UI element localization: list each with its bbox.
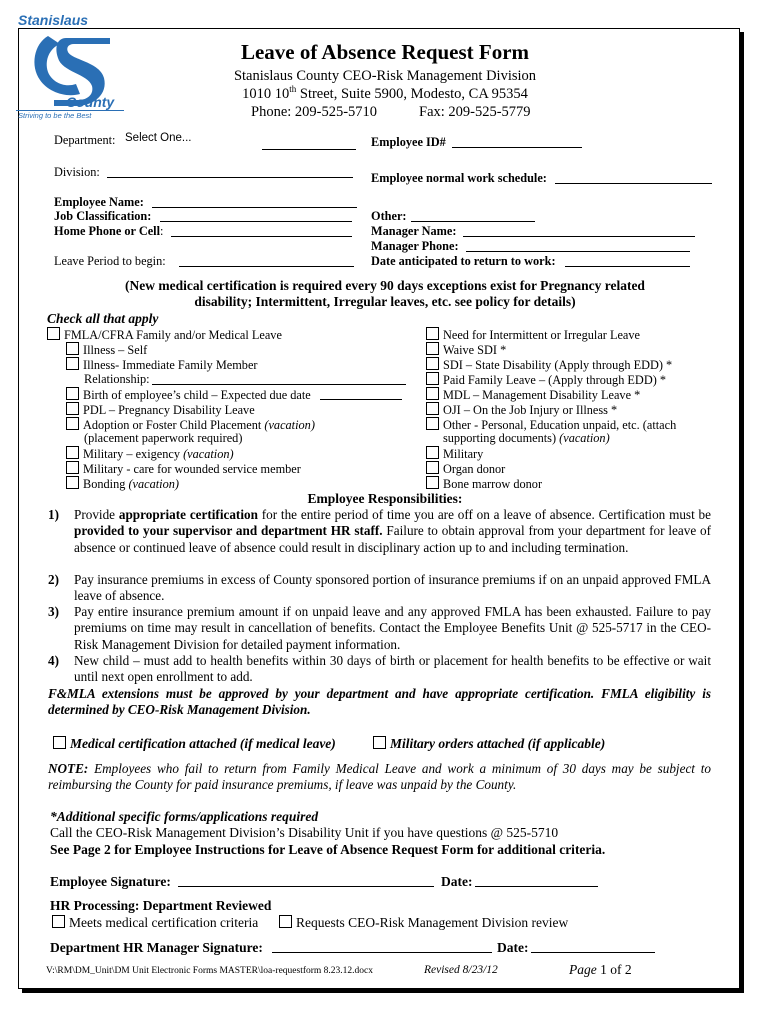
hr-date-label: Date:	[497, 940, 529, 955]
military-orders-label: Military orders attached (if applicable)	[390, 736, 606, 751]
note-paragraph	[48, 761, 711, 794]
responsibilities-heading: Employee Responsibilities:	[307, 491, 463, 506]
checkbox[interactable]	[426, 402, 439, 415]
checkbox[interactable]	[279, 915, 292, 928]
waive-sdi-label: Waive SDI *	[443, 343, 507, 357]
other-option-line2-text: supporting documents)	[443, 431, 557, 445]
hr-manager-signature-field[interactable]	[272, 941, 492, 953]
file-path: V:\RM\DM_Unit\DM Unit Electronic Forms MASTER\loa-requestform 8.23.12.docx	[46, 966, 374, 976]
illness-self-label: Illness – Self	[83, 343, 148, 357]
mdl-option[interactable]	[426, 387, 640, 403]
military-option[interactable]	[426, 446, 483, 462]
intermittent-option[interactable]	[426, 327, 640, 343]
intermittent-label: Need for Intermittent or Irregular Leave	[443, 328, 640, 342]
responsibility-num: 1)	[48, 507, 59, 522]
logo-tagline: Striving to be the Best	[18, 111, 92, 120]
employee-id-label: Employee ID#	[371, 135, 446, 149]
pdl-option[interactable]	[66, 402, 255, 418]
sdi-option[interactable]	[426, 357, 672, 373]
military-care-option[interactable]	[66, 461, 301, 477]
bonding-note: (vacation)	[128, 477, 179, 491]
hr-date-field[interactable]	[531, 941, 655, 953]
page-num: 1 of 2	[600, 962, 632, 977]
see-page-2: See Page 2 for Employee Instructions for Leave of Absence Request Form for additional criteria.	[50, 842, 606, 857]
employee-id-field[interactable]	[452, 136, 582, 148]
return-date-label: Date anticipated to return to work:	[371, 254, 556, 268]
home-phone-colon: :	[160, 224, 164, 238]
checkbox[interactable]	[66, 417, 79, 430]
additional-forms-heading: *Additional specific forms/applications required	[50, 809, 319, 824]
note-label: NOTE:	[48, 761, 89, 776]
department-select[interactable]: Select One...	[125, 132, 192, 144]
meets-criteria-option[interactable]	[52, 915, 258, 931]
phone: Phone: 209-525-5710	[251, 104, 378, 120]
logo-text-county: County	[66, 94, 115, 110]
bonding-label: Bonding	[83, 477, 126, 491]
checkbox[interactable]	[426, 372, 439, 385]
medical-cert-option[interactable]	[53, 736, 336, 752]
address	[0, 86, 770, 103]
military-exigency-option[interactable]	[66, 446, 234, 462]
birth-label: Birth of employee’s child – Expected due date	[83, 388, 311, 402]
military-orders-option[interactable]	[373, 736, 605, 752]
checkbox[interactable]	[66, 446, 79, 459]
responsibility-1	[48, 507, 711, 556]
checkbox[interactable]	[47, 327, 60, 340]
fax: Fax: 209-525-5779	[419, 104, 531, 120]
military-label: Military	[443, 447, 484, 461]
checkbox[interactable]	[426, 476, 439, 489]
bonding-option[interactable]	[66, 476, 179, 492]
check-all-heading: Check all that apply	[47, 311, 159, 326]
military-exigency-note: (vacation)	[183, 447, 234, 461]
responsibility-text: Provide	[74, 507, 119, 522]
employee-name-label: Employee Name:	[54, 195, 144, 209]
manager-phone-field[interactable]	[466, 240, 690, 252]
checkbox[interactable]	[426, 357, 439, 370]
address-post: Street, Suite 5900, Modesto, CA 95354	[296, 86, 528, 102]
military-exigency-label: Military – exigency	[83, 447, 180, 461]
division-field[interactable]	[107, 166, 353, 178]
responsibility-text: Pay entire insurance premium amount if on unpaid leave and any approved FMLA has been exhausted. Failure to pay premiums on time may result in cancellation of benefits. Contact the Employee Benefits Unit @ 525-5717 in the CEO-Risk Management Division for detailed payment information.	[74, 604, 711, 652]
pdl-label: PDL – Pregnancy Disability Leave	[83, 403, 255, 417]
adoption-note: (vacation)	[264, 418, 315, 432]
other-option-note: (vacation)	[559, 431, 610, 445]
certification-notice-line2: disability; Intermittent, Irregular leaves, etc. see policy for details)	[194, 294, 576, 309]
checkbox[interactable]	[52, 915, 65, 928]
requests-review-option[interactable]	[279, 915, 568, 931]
responsibility-2	[48, 572, 711, 605]
form-title: Leave of Absence Request Form	[240, 40, 530, 64]
schedule-field[interactable]	[555, 172, 712, 184]
requests-review-label: Requests CEO-Risk Management Division review	[296, 915, 569, 930]
leave-begin-field[interactable]	[179, 255, 354, 267]
responsibility-text: Pay insurance premiums in excess of County sponsored portion of insurance premiums if on an unpaid approved FMLA leave of absence.	[74, 572, 711, 604]
home-phone-text: Home Phone or Cell	[54, 224, 160, 238]
responsibility-text: New child – must add to health benefits within 30 days of birth or placement for health benefits to be effective or wait until next open enrollment to add.	[74, 653, 711, 685]
illness-family-option[interactable]	[66, 357, 258, 373]
certification-notice-line1: (New medical certification is required every 90 days exceptions exist for Pregnancy related	[125, 278, 645, 293]
checkbox[interactable]	[426, 342, 439, 355]
employee-signature-label: Employee Signature:	[50, 874, 171, 889]
leave-begin-label	[54, 254, 166, 269]
checkbox[interactable]	[66, 387, 79, 400]
checkbox[interactable]	[66, 402, 79, 415]
department-line	[262, 138, 356, 150]
employee-signature-field[interactable]	[178, 875, 434, 887]
sdi-label: SDI – State Disability (Apply through EDD) *	[443, 358, 673, 372]
hr-manager-signature-label: Department HR Manager Signature:	[50, 940, 263, 955]
department-label: Department:	[54, 133, 116, 147]
military-care-label: Military - care for wounded service member	[83, 462, 301, 476]
other-label: Other:	[371, 209, 407, 223]
medical-cert-label: Medical certification attached (if medical leave)	[70, 736, 336, 751]
manager-name-label: Manager Name:	[371, 224, 457, 238]
other-option-line2	[443, 431, 610, 446]
responsibility-bold: provided to your supervisor and department HR staff.	[74, 523, 383, 539]
return-date-field[interactable]	[565, 255, 690, 267]
leave-begin-text: Leave Period to begin	[54, 254, 163, 268]
disability-unit-contact: Call the CEO-Risk Management Division’s Disability Unit if you have questions @ 525-5710	[50, 825, 559, 840]
responsibility-text: for the entire period of time you are off on a leave of absence. Certification must be	[257, 507, 711, 522]
employee-name-field[interactable]	[152, 196, 357, 208]
employee-date-field[interactable]	[475, 875, 598, 887]
waive-sdi-option[interactable]	[426, 342, 506, 358]
responsibility-4	[48, 653, 711, 686]
meets-criteria-label: Meets medical certification criteria	[69, 915, 259, 930]
job-class-label: Job Classification:	[54, 209, 152, 223]
checkbox[interactable]	[66, 461, 79, 474]
checkbox[interactable]	[426, 461, 439, 474]
other-field[interactable]	[411, 210, 535, 222]
employee-date-label: Date:	[441, 874, 473, 889]
checkbox[interactable]	[66, 342, 79, 355]
responsibility-num: 4)	[48, 653, 59, 668]
fmla-option[interactable]	[47, 327, 282, 343]
due-date-field[interactable]	[320, 388, 402, 400]
checkbox[interactable]	[66, 476, 79, 489]
checkbox[interactable]	[426, 417, 439, 430]
organ-donor-label: Organ donor	[443, 462, 506, 476]
address-sup: th	[289, 84, 297, 95]
checkbox[interactable]	[53, 736, 66, 749]
page-label: Page	[569, 962, 597, 977]
responsibility-3	[48, 604, 711, 653]
checkbox[interactable]	[66, 357, 79, 370]
marrow-donor-label: Bone marrow donor	[443, 477, 543, 491]
mdl-label: MDL – Management Disability Leave *	[443, 388, 641, 402]
logo-text-stanislaus: Stanislaus	[18, 12, 89, 28]
home-phone-field[interactable]	[171, 225, 352, 237]
organ-donor-option[interactable]	[426, 461, 505, 477]
pfl-label: Paid Family Leave – (Apply through EDD) *	[443, 373, 667, 387]
checkbox[interactable]	[373, 736, 386, 749]
note-text: Employees who fail to return from Family Medical Leave and work a minimum of 30 days may be subject to reimbursing the County for paid insurance premiums, if leave was unpaid by the County.	[48, 761, 711, 793]
revised-date: Revised 8/23/12	[424, 964, 498, 976]
fmla-extension-note: F&MLA extensions must be approved by your department and have appropriate certification. FMLA eligibility is determined by CEO-Risk Management Division.	[48, 686, 711, 718]
checkbox[interactable]	[426, 446, 439, 459]
page-number	[569, 962, 632, 978]
manager-name-field[interactable]	[463, 225, 695, 237]
responsibility-num: 3)	[48, 604, 59, 619]
pfl-option[interactable]	[426, 372, 666, 388]
responsibility-num: 2)	[48, 572, 59, 587]
relationship-label: Relationship:	[84, 372, 150, 386]
fmla-label: FMLA/CFRA Family and/or Medical Leave	[64, 328, 282, 342]
hr-processing-heading: HR Processing: Department Reviewed	[50, 898, 272, 913]
division-name: Stanislaus County CEO-Risk Management Division	[233, 68, 537, 84]
placement-note: (placement paperwork required)	[84, 431, 243, 445]
job-class-field[interactable]	[160, 210, 352, 222]
leave-begin-colon: :	[162, 254, 166, 268]
illness-self-option[interactable]	[66, 342, 147, 358]
home-phone-label	[54, 224, 163, 239]
relationship-field[interactable]	[152, 373, 406, 385]
illness-family-label: Illness- Immediate Family Member	[83, 358, 258, 372]
adoption-label: Adoption or Foster Child Placement	[83, 418, 262, 432]
address-pre: 1010 10	[242, 86, 290, 102]
birth-option[interactable]	[66, 387, 311, 403]
manager-phone-label: Manager Phone:	[371, 239, 459, 253]
checkbox[interactable]	[426, 327, 439, 340]
checkbox[interactable]	[426, 387, 439, 400]
responsibility-bold: appropriate certification	[118, 507, 258, 522]
division-label: Division:	[54, 165, 100, 179]
oji-label: OJI – On the Job Injury or Illness *	[443, 403, 618, 417]
schedule-label: Employee normal work schedule:	[371, 171, 547, 185]
marrow-donor-option[interactable]	[426, 476, 542, 492]
other-option-label: Other - Personal, Education unpaid, etc. (attach	[443, 418, 677, 432]
oji-option[interactable]	[426, 402, 617, 418]
responsibility-text: Failure to obtain approval from your department for leave of absence or continued leave of absence could result in disciplinary action up to and including termination.	[74, 523, 712, 555]
